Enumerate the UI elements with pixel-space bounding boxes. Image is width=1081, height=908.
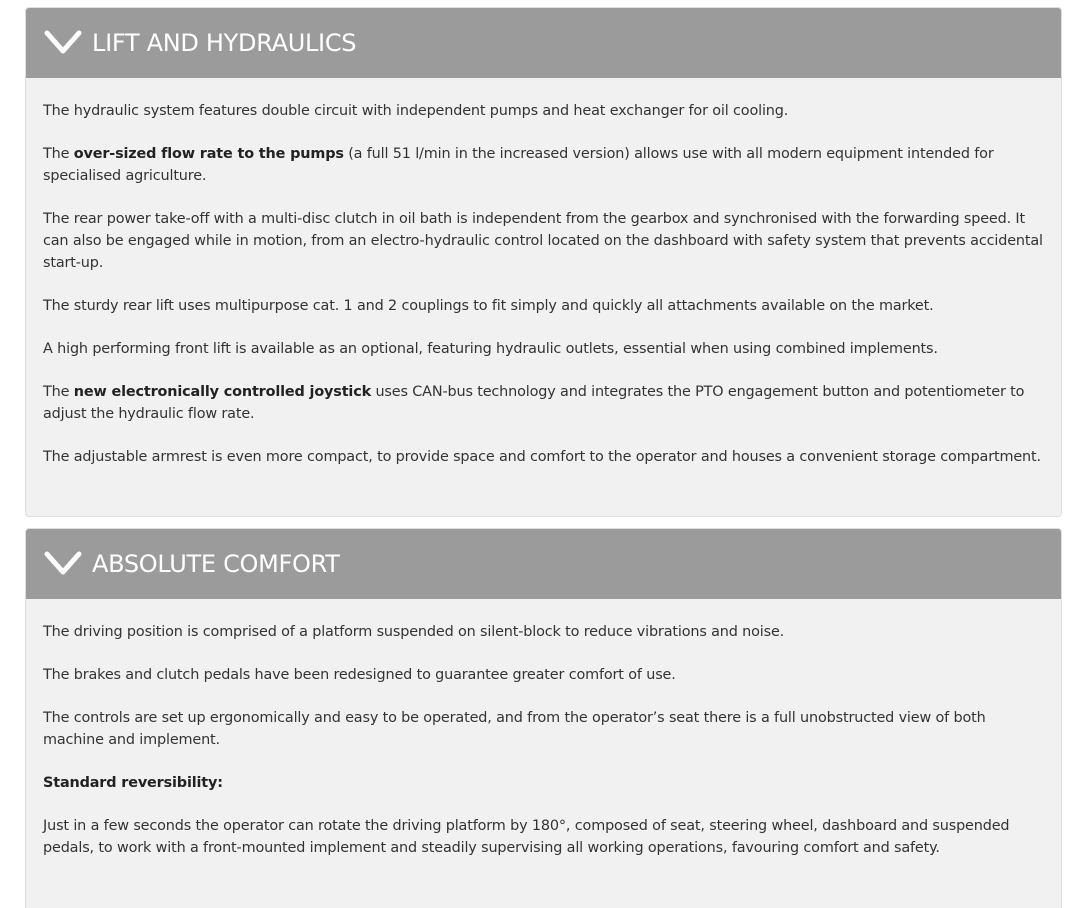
paragraph: The brakes and clutch pedals have been redesigned to guarantee greater comfort of use.	[43, 667, 676, 683]
section-title: LIFT AND HYDRAULICS	[92, 29, 357, 57]
accordion-header-absolute-comfort[interactable]	[26, 529, 1061, 599]
paragraph	[43, 772, 1043, 794]
paragraph: A high performing front lift is available as an optional, featuring hydraulic outlets, essential when using combined implements.	[43, 341, 938, 357]
section-title: ABSOLUTE COMFORT	[92, 550, 340, 578]
paragraph-prefix: The	[43, 146, 74, 162]
chevron-down-icon	[44, 550, 82, 578]
paragraph-prefix: The	[43, 384, 74, 400]
paragraph-suffix: (a full 51 l/min in the increased version) allows use with all modern equipment intended for specialised agriculture.	[43, 146, 994, 184]
paragraph-bold: new electronically controlled joystick	[73, 384, 372, 400]
paragraph-bold: Standard reversibility:	[43, 775, 223, 791]
accordion-body	[26, 599, 1061, 859]
paragraph	[43, 143, 1043, 187]
paragraph: The rear power take-off with a multi-disc clutch in oil bath is independent from the gearbox and synchronised with the forwarding speed. It can also be engaged while in motion, from an electro-hydraulic control located on the dashboard with safety system that prevents accidental start-up.	[43, 211, 1043, 271]
paragraph	[43, 381, 1043, 425]
paragraph: Just in a few seconds the operator can rotate the driving platform by 180°, composed of seat, steering wheel, dashboard and suspended pedals, to work with a front-mounted implement and steadily supervising all working operations, favouring comfort and safety.	[43, 818, 1010, 856]
paragraph-suffix: uses CAN-bus technology and integrates the PTO engagement button and potentiometer to adjust the hydraulic flow rate.	[43, 384, 1025, 422]
paragraph: The sturdy rear lift uses multipurpose cat. 1 and 2 couplings to fit simply and quickly all attachments available on the market.	[43, 298, 934, 314]
paragraph: The driving position is comprised of a platform suspended on silent-block to reduce vibrations and noise.	[43, 624, 785, 640]
accordion-header-lift-and-hydraulics[interactable]	[26, 8, 1061, 78]
chevron-down-icon	[44, 29, 82, 57]
accordion-panel-lift-and-hydraulics	[25, 7, 1062, 517]
paragraph: The controls are set up ergonomically and easy to be operated, and from the operator’s seat there is a full unobstructed view of both machine and implement.	[43, 710, 986, 748]
paragraph: The adjustable armrest is even more compact, to provide space and comfort to the operator and houses a convenient storage compartment.	[43, 449, 1041, 465]
paragraph: The hydraulic system features double circuit with independent pumps and heat exchanger for oil cooling.	[43, 103, 789, 119]
paragraph-bold: over-sized flow rate to the pumps	[73, 146, 344, 162]
accordion-panel-absolute-comfort	[25, 528, 1062, 908]
accordion-body	[26, 78, 1061, 468]
